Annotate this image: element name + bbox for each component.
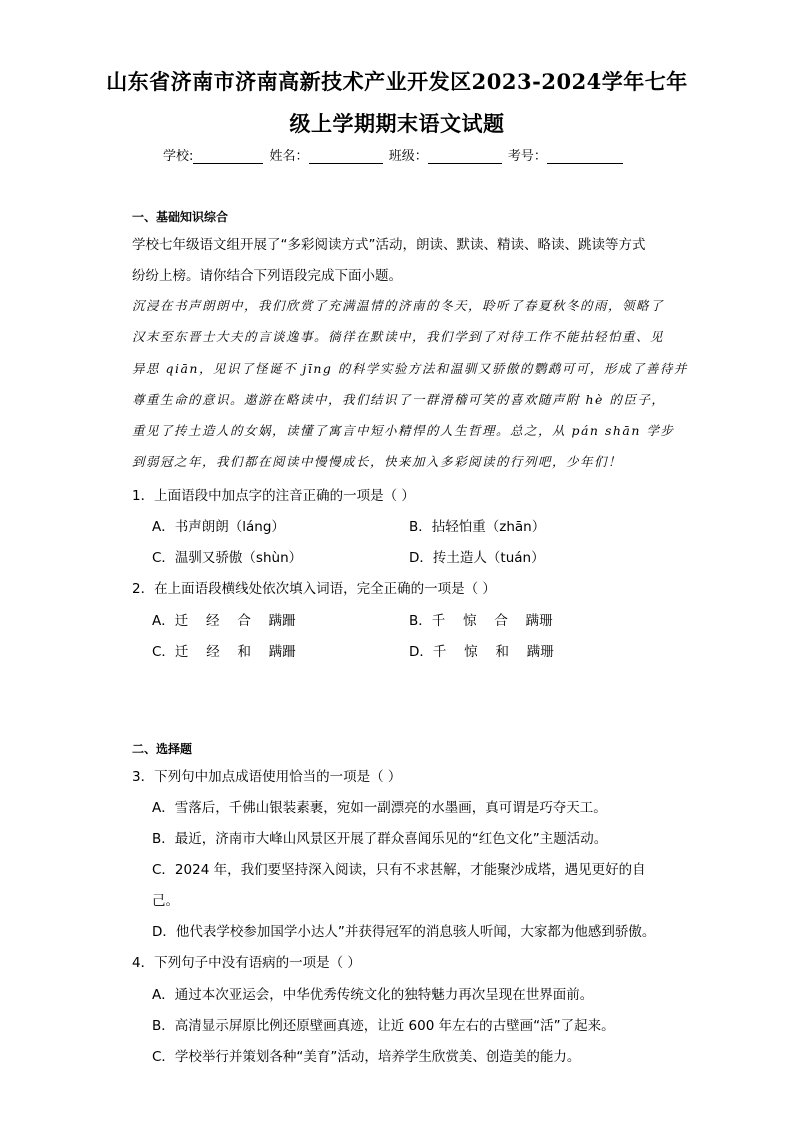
- q3-option-b[interactable]: B．最近，济南市大峰山风景区开展了群众喜闻乐见的“红色文化”主题活动。: [152, 831, 608, 847]
- class-label: 班级：: [388, 149, 428, 164]
- question-2-stem: 2．在上面语段横线处依次填入词语，完全正确的一项是（ ）: [132, 581, 496, 597]
- exam-number-label: 考号：: [507, 149, 547, 164]
- class-blank[interactable]: [428, 149, 502, 164]
- passage-line: 沉浸在书声朗朗中，我们欣赏了充满温情的济南的冬天，聆听了春夏秋冬的雨，领略了: [132, 298, 665, 313]
- passage-line: 汉末至东晋士大夫的言谈逸事。徜徉在默读中，我们学到了对待工作不能拈轻怕重、见: [132, 329, 665, 344]
- intro-line: 学校七年级语文组开展了“多彩阅读方式”活动，朗读、默读、精读、略读、跳读等方式: [132, 237, 646, 253]
- intro-line: 纷纷上榜。请你结合下列语段完成下面小题。: [132, 268, 402, 284]
- q3-option-c-continued: 己。: [152, 893, 179, 909]
- q1-option-d[interactable]: D．抟土造人（tuán）: [409, 550, 545, 566]
- q2-option-a[interactable]: A．迁 经 合 蹒跚: [152, 613, 296, 629]
- q3-option-a[interactable]: A．雪落后，千佛山银装素裹，宛如一副漂亮的水墨画，真可谓是巧夺天工。: [152, 800, 607, 816]
- section1-heading: 一、基础知识综合: [132, 210, 229, 224]
- exam-title-line2: 级上学期期末语文试题: [289, 111, 505, 136]
- exam-title-line1: 山东省济南市济南高新技术产业开发区2023-2024学年七年: [106, 69, 688, 94]
- q4-option-c[interactable]: C．学校举行并策划各种“美育”活动，培养学生欣赏美、创造美的能力。: [152, 1049, 581, 1065]
- section2-heading: 二、选择题: [132, 742, 193, 756]
- school-label: 学校:: [163, 149, 194, 164]
- student-info-fields: [163, 145, 625, 164]
- question-3-stem: 3．下列句中加点成语使用恰当的一项是（ ）: [132, 769, 402, 785]
- school-blank[interactable]: [193, 149, 263, 164]
- q1-option-a[interactable]: A．书声朗朗（láng）: [152, 519, 285, 535]
- passage-line: 异思 qiān，见识了怪诞不 jīng 的科学实验方法和温驯又骄傲的鹦鹉可可，形成了善待并: [132, 361, 688, 376]
- name-blank[interactable]: [309, 149, 383, 164]
- q1-option-b[interactable]: B．拈轻怕重（zhān）: [409, 519, 546, 535]
- q3-option-c[interactable]: C．2024 年，我们要坚持深入阅读，只有不求甚解，才能聚沙成塔，遇见更好的自: [152, 862, 646, 878]
- q2-option-d[interactable]: D．千 惊 和 蹒珊: [409, 644, 554, 660]
- q2-option-c[interactable]: C．迁 经 和 蹒跚: [152, 644, 296, 660]
- passage-line: 到弱冠之年，我们都在阅读中慢慢成长，快来加入多彩阅读的行列吧，少年们！: [132, 454, 623, 469]
- q4-option-a[interactable]: A．通过本次亚运会，中华优秀传统文化的独特魅力再次呈现在世界面前。: [152, 987, 594, 1003]
- passage-line: 重见了抟土造人的女娲，读懂了寓言中短小精悍的人生哲理。总之，从 pán shān 学步: [132, 423, 675, 438]
- passage-line: 尊重生命的意识。遨游在略读中，我们结识了一群滑稽可笑的喜欢随声附 hè 的臣子，: [132, 392, 666, 407]
- q3-option-d[interactable]: D．他代表学校参加国学小达人”并获得冠军的消息骇人听闻，大家都为他感到骄傲。: [152, 924, 656, 940]
- q2-option-b[interactable]: B．千 惊 合 蹒珊: [409, 613, 553, 629]
- q4-option-b[interactable]: B．高清显示屏原比例还原壁画真迹，让近 600 年左右的古壁画“活”了起来。: [152, 1018, 615, 1034]
- question-1-stem: 1．上面语段中加点字的注音正确的一项是（ ）: [132, 488, 415, 504]
- name-label: 姓名：: [269, 149, 309, 164]
- question-4-stem: 4．下列句子中没有语病的一项是（ ）: [132, 955, 361, 971]
- exam-number-blank[interactable]: [547, 149, 623, 164]
- q1-option-c[interactable]: C．温驯又骄傲（shùn）: [152, 550, 303, 566]
